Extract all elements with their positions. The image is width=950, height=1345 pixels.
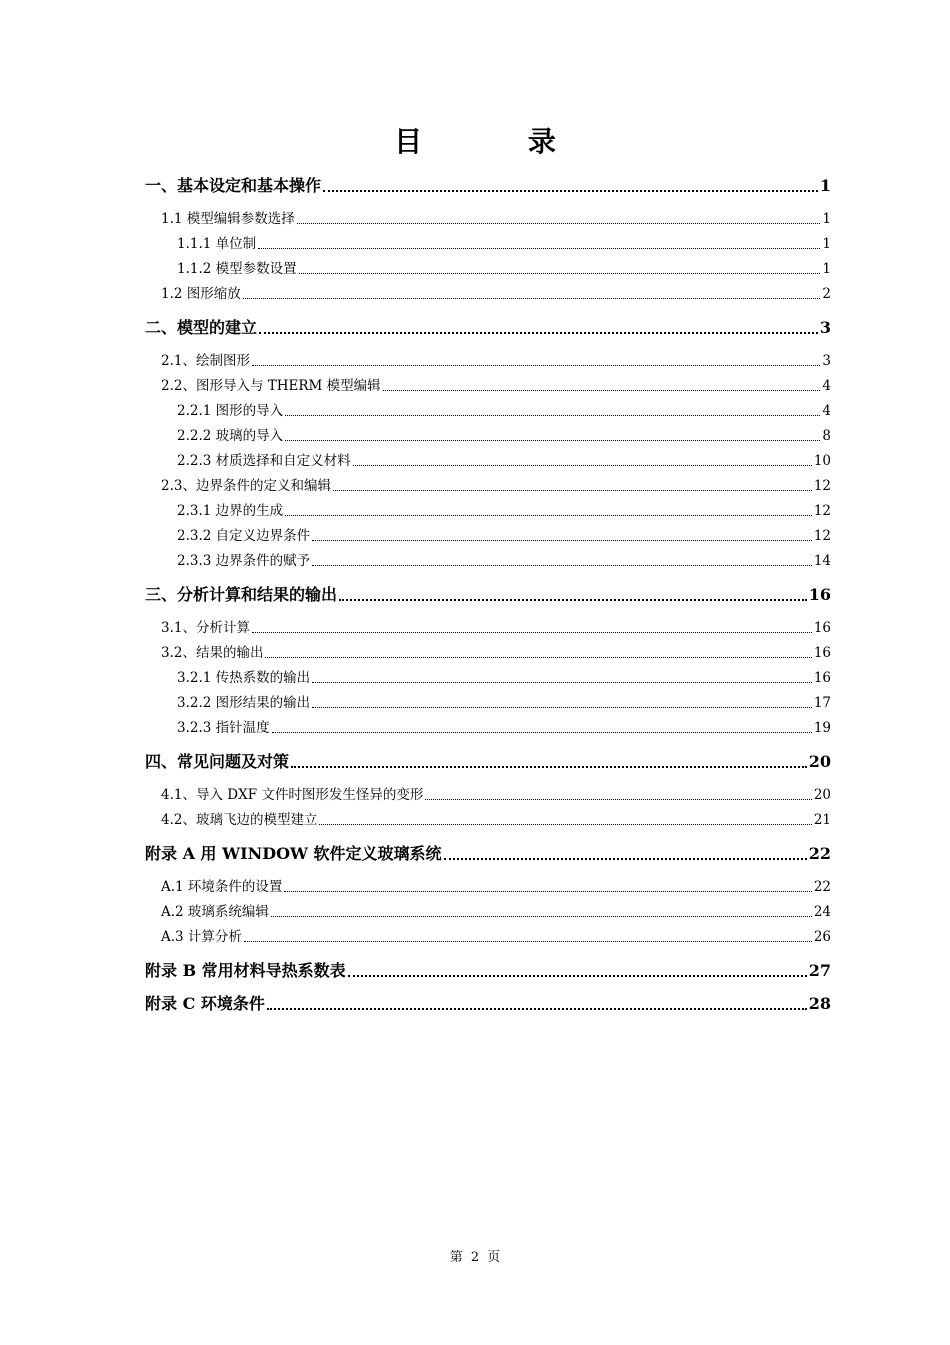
toc-entry-label: 2.3.1 边界的生成 — [177, 503, 284, 519]
toc-dot-leader — [339, 586, 807, 601]
toc-dot-leader — [444, 845, 807, 860]
toc-entry-label: 1.1 模型编辑参数选择 — [161, 211, 295, 227]
toc-entry-label: 三、分析计算和结果的输出 — [145, 585, 338, 604]
toc-entry-level-1[interactable] — [145, 842, 831, 866]
toc-entry-level-2[interactable] — [145, 900, 831, 925]
toc-entry-page-number: 20 — [808, 752, 831, 771]
toc-entry-label: 3.2、结果的输出 — [161, 645, 264, 661]
toc-dot-leader — [291, 753, 807, 768]
toc-entry-level-2[interactable] — [145, 808, 831, 833]
toc-entry-page-number: 4 — [822, 378, 831, 394]
toc-entry-level-3[interactable] — [145, 549, 831, 574]
toc-dot-leader — [312, 555, 812, 566]
toc-dot-leader — [285, 405, 820, 416]
toc-entry-label: 3.1、分析计算 — [161, 620, 250, 636]
toc-entry-label: 4.1、导入 DXF 文件时图形发生怪异的变形 — [161, 787, 424, 803]
toc-entry-page-number: 12 — [813, 503, 831, 519]
toc-dot-leader — [252, 355, 820, 366]
toc-dot-leader — [259, 319, 818, 334]
toc-entry-page-number: 1 — [822, 236, 831, 252]
toc-entry-level-2[interactable] — [145, 282, 831, 307]
toc-entry-page-number: 8 — [822, 428, 831, 444]
toc-entry-label: 一、基本设定和基本操作 — [145, 176, 322, 195]
toc-entry-label: 二、模型的建立 — [145, 318, 258, 337]
toc-entry-page-number: 14 — [813, 553, 831, 569]
toc-entry-page-number: 24 — [813, 904, 831, 920]
toc-entry-level-2[interactable] — [145, 349, 831, 374]
toc-entry-page-number: 22 — [813, 879, 831, 895]
toc-entry-page-number: 21 — [813, 812, 831, 828]
toc-entry-page-number: 27 — [808, 961, 831, 980]
toc-entry-label: 2.1、绘制图形 — [161, 353, 250, 369]
toc-entry-page-number: 22 — [808, 844, 831, 863]
toc-entry-label: 附录 B 常用材料导热系数表 — [145, 961, 346, 980]
toc-dot-leader — [285, 505, 812, 516]
toc-dot-leader — [252, 622, 812, 633]
toc-dot-leader — [243, 288, 821, 299]
toc-entry-level-1[interactable] — [145, 959, 831, 983]
toc-entry-level-3[interactable] — [145, 716, 831, 741]
toc-dot-leader — [312, 530, 812, 541]
toc-entry-level-3[interactable] — [145, 499, 831, 524]
table-of-contents — [145, 174, 831, 1025]
toc-entry-page-number: 3 — [819, 318, 831, 337]
toc-dot-leader — [267, 995, 807, 1010]
toc-dot-leader — [353, 455, 812, 466]
toc-entry-level-2[interactable] — [145, 783, 831, 808]
toc-entry-level-1[interactable] — [145, 992, 831, 1016]
toc-dot-leader — [333, 480, 812, 491]
toc-entry-level-2[interactable] — [145, 616, 831, 641]
toc-entry-page-number: 12 — [813, 478, 831, 494]
toc-entry-level-3[interactable] — [145, 424, 831, 449]
toc-entry-level-3[interactable] — [145, 666, 831, 691]
toc-entry-label: 3.2.3 指针温度 — [177, 720, 270, 736]
toc-dot-leader — [265, 647, 811, 658]
toc-entry-label: 2.3、边界条件的定义和编辑 — [161, 478, 331, 494]
toc-entry-label: 附录 C 环境条件 — [145, 994, 265, 1013]
toc-entry-page-number: 4 — [822, 403, 831, 419]
toc-dot-leader — [284, 881, 811, 892]
toc-entry-label: 1.1.2 模型参数设置 — [177, 261, 297, 277]
toc-entry-label: 2.3.2 自定义边界条件 — [177, 528, 311, 544]
toc-entry-page-number: 20 — [813, 787, 831, 803]
toc-dot-leader — [244, 931, 812, 942]
toc-entry-label: 3.2.2 图形结果的输出 — [177, 695, 311, 711]
toc-dot-leader — [299, 263, 821, 274]
toc-entry-page-number: 16 — [808, 585, 831, 604]
toc-dot-leader — [258, 238, 820, 249]
toc-entry-level-3[interactable] — [145, 449, 831, 474]
toc-entry-level-2[interactable] — [145, 474, 831, 499]
toc-entry-label: 2.2.3 材质选择和自定义材料 — [177, 453, 351, 469]
toc-entry-page-number: 1 — [819, 176, 831, 195]
toc-dot-leader — [272, 722, 812, 733]
toc-entry-level-2[interactable] — [145, 374, 831, 399]
toc-entry-level-2[interactable] — [145, 207, 831, 232]
toc-entry-label: 4.2、玻璃飞边的模型建立 — [161, 812, 318, 828]
toc-dot-leader — [271, 906, 812, 917]
toc-entry-label: 2.3.3 边界条件的赋予 — [177, 553, 311, 569]
toc-entry-level-1[interactable] — [145, 583, 831, 607]
toc-entry-label: A.2 玻璃系统编辑 — [161, 904, 269, 920]
toc-entry-page-number: 17 — [813, 695, 831, 711]
toc-entry-level-1[interactable] — [145, 316, 831, 340]
toc-entry-level-3[interactable] — [145, 691, 831, 716]
toc-dot-leader — [312, 697, 812, 708]
toc-entry-label: A.1 环境条件的设置 — [161, 879, 283, 895]
toc-entry-level-3[interactable] — [145, 399, 831, 424]
page-footer: 第 2 页 — [449, 1250, 501, 1265]
toc-dot-leader — [383, 380, 821, 391]
toc-entry-page-number: 26 — [813, 929, 831, 945]
toc-entry-page-number: 1 — [822, 261, 831, 277]
toc-dot-leader — [312, 672, 812, 683]
toc-entry-page-number: 3 — [822, 353, 831, 369]
toc-entry-level-1[interactable] — [145, 174, 831, 198]
toc-dot-leader — [319, 814, 811, 825]
toc-entry-label: 2.2.2 玻璃的导入 — [177, 428, 284, 444]
toc-entry-label: 附录 A 用 WINDOW 软件定义玻璃系统 — [145, 844, 442, 863]
toc-entry-level-2[interactable] — [145, 925, 831, 950]
toc-entry-level-3[interactable] — [145, 257, 831, 282]
toc-dot-leader — [285, 430, 820, 441]
toc-entry-label: 1.1.1 单位制 — [177, 236, 257, 252]
toc-dot-leader — [425, 789, 811, 800]
toc-entry-page-number: 12 — [813, 528, 831, 544]
toc-entry-page-number: 19 — [813, 720, 831, 736]
toc-entry-page-number: 10 — [813, 453, 831, 469]
toc-entry-page-number: 16 — [813, 645, 831, 661]
toc-dot-leader — [348, 962, 807, 977]
toc-entry-level-3[interactable] — [145, 524, 831, 549]
toc-dot-leader — [323, 177, 818, 192]
toc-entry-level-2[interactable] — [145, 875, 831, 900]
toc-entry-label: 四、常见问题及对策 — [145, 752, 290, 771]
toc-dot-leader — [297, 213, 821, 224]
toc-entry-page-number: 2 — [822, 286, 831, 302]
page-title: 目 录 — [394, 125, 604, 158]
toc-entry-label: 2.2、图形导入与 THERM 模型编辑 — [161, 378, 381, 394]
toc-entry-page-number: 28 — [808, 994, 831, 1013]
toc-entry-label: 2.2.1 图形的导入 — [177, 403, 284, 419]
toc-entry-page-number: 16 — [813, 620, 831, 636]
toc-entry-label: 1.2 图形缩放 — [161, 286, 241, 302]
toc-entry-level-1[interactable] — [145, 750, 831, 774]
toc-entry-page-number: 16 — [813, 670, 831, 686]
toc-entry-label: A.3 计算分析 — [161, 929, 242, 945]
toc-entry-label: 3.2.1 传热系数的输出 — [177, 670, 311, 686]
toc-entry-level-2[interactable] — [145, 641, 831, 666]
toc-entry-page-number: 1 — [822, 211, 831, 227]
toc-entry-level-3[interactable] — [145, 232, 831, 257]
